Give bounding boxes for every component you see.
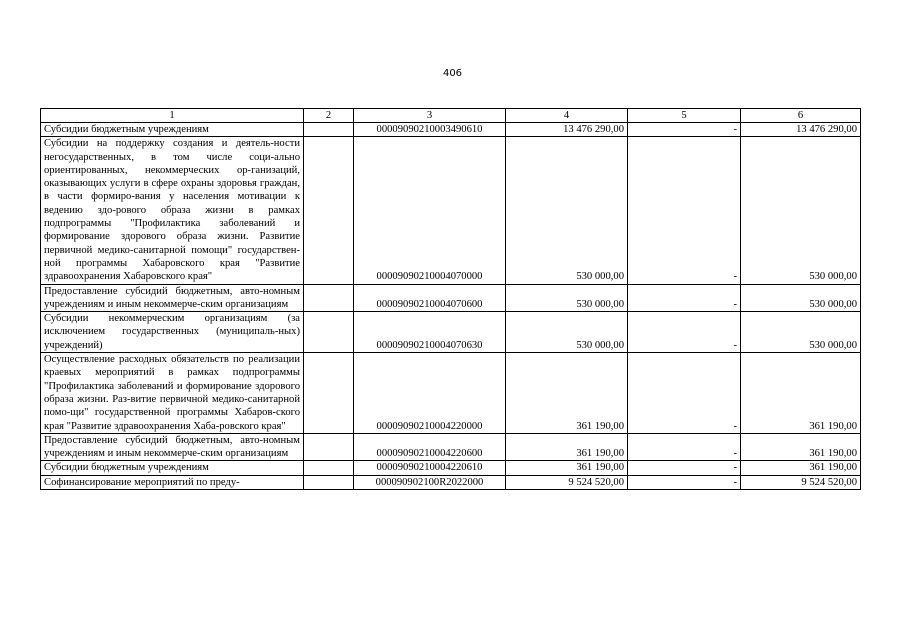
row-name-cell: Предоставление субсидий бюджетным, авто-номным учреждениям и иным некоммерче-ским организациям [41,433,304,461]
row-col4-cell: 361 190,00 [506,353,628,434]
row-col6-cell: 530 000,00 [741,137,861,284]
row-name-cell: Предоставление субсидий бюджетным, авто-номным учреждениям и иным некоммерче-ским организациям [41,284,304,312]
row-col5-cell: - [628,123,741,137]
row-col6-cell: 530 000,00 [741,312,861,353]
row-name-cell: Субсидии на поддержку создания и деятель-ности негосударственных, в том числе соци-ально ориентированных, некоммерческих ор-ганизаций, оказывающих услуги в сфере охраны здоровья граждан, в части формиро-вания у населения мотивации к ведению здо-рового образа жизни в рамках подпрограммы "Профилактика заболеваний и формирование здорового образа жизни. Развитие первичной медико-санитарной помощи" государствен-ной программы Хабаровского края "Развитие здравоохранения Хабаровского края" [41,137,304,284]
row-col5-cell: - [628,284,741,312]
row-col4-cell: 13 476 290,00 [506,123,628,137]
column-header-5: 5 [628,109,741,123]
budget-table [40,108,861,490]
row-col5-cell: - [628,312,741,353]
row-code-cell: 00009090210004220600 [354,433,506,461]
row-code-cell: 000090902100R2022000 [354,475,506,489]
row-code-cell: 00009090210004220000 [354,353,506,434]
row-col2-cell [304,312,354,353]
row-name-cell: Субсидии некоммерческим организациям (за исключением государственных (муниципаль-ных) учреждений) [41,312,304,353]
page-number: 406 [442,68,463,79]
row-col6-cell: 13 476 290,00 [741,123,861,137]
row-col5-cell: - [628,461,741,475]
table-row [41,433,861,461]
table-row [41,461,861,475]
row-col2-cell [304,433,354,461]
row-col2-cell [304,137,354,284]
row-col5-cell: - [628,137,741,284]
row-code-cell: 00009090210004070600 [354,284,506,312]
row-name-cell: Софинансирование мероприятий по преду- [41,475,304,489]
row-col4-cell: 530 000,00 [506,284,628,312]
row-col6-cell: 361 190,00 [741,433,861,461]
row-col5-cell: - [628,353,741,434]
column-header-1: 1 [41,109,304,123]
table-row [41,123,861,137]
row-col5-cell: - [628,475,741,489]
row-col4-cell: 9 524 520,00 [506,475,628,489]
row-col2-cell [304,353,354,434]
row-col4-cell: 530 000,00 [506,312,628,353]
column-header-3: 3 [354,109,506,123]
row-col6-cell: 9 524 520,00 [741,475,861,489]
table-row [41,353,861,434]
row-name-cell: Субсидии бюджетным учреждениям [41,461,304,475]
row-name-cell: Субсидии бюджетным учреждениям [41,123,304,137]
row-code-cell: 00009090210003490610 [354,123,506,137]
table-row [41,137,861,284]
row-col6-cell: 361 190,00 [741,461,861,475]
row-col2-cell [304,123,354,137]
row-col2-cell [304,475,354,489]
row-col4-cell: 361 190,00 [506,461,628,475]
row-name-cell: Осуществление расходных обязательств по реализации краевых мероприятий в рамках подпрограммы "Профилактика заболеваний и формирование здорового образа жизни. Раз-витие первичной медико-санитарной помо-щи" государственной программы Хабаров-ского края "Развитие здравоохранения Хаба-ровского края" [41,353,304,434]
row-col6-cell: 361 190,00 [741,353,861,434]
row-col2-cell [304,461,354,475]
table-row [41,284,861,312]
row-col4-cell: 530 000,00 [506,137,628,284]
column-header-2: 2 [304,109,354,123]
row-col4-cell: 361 190,00 [506,433,628,461]
table-row [41,312,861,353]
row-col2-cell [304,284,354,312]
row-code-cell: 00009090210004070000 [354,137,506,284]
column-header-6: 6 [741,109,861,123]
row-code-cell: 00009090210004070630 [354,312,506,353]
column-header-4: 4 [506,109,628,123]
row-col6-cell: 530 000,00 [741,284,861,312]
row-code-cell: 00009090210004220610 [354,461,506,475]
row-col5-cell: - [628,433,741,461]
table-header-row [41,109,861,123]
table-row [41,475,861,489]
